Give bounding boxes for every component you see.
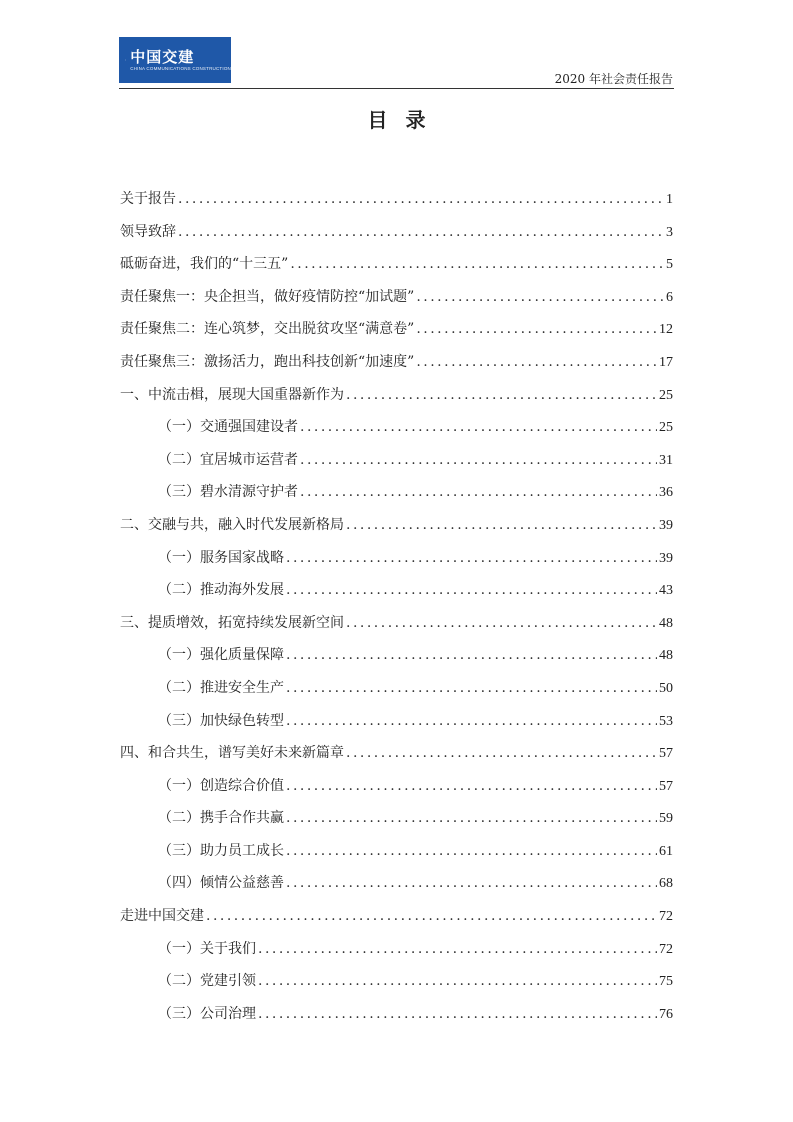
toc-entry[interactable] xyxy=(120,283,673,316)
toc-leader-dots xyxy=(300,413,657,441)
toc-entry[interactable] xyxy=(120,1000,673,1033)
toc-leader-dots xyxy=(416,315,657,343)
toc-entry-label: （一）交通强国建设者 xyxy=(158,419,298,436)
toc-entry-page: 61 xyxy=(659,843,673,859)
toc-leader-dots xyxy=(178,185,664,213)
toc-leader-dots xyxy=(346,609,657,637)
toc-entry[interactable] xyxy=(120,707,673,740)
page-title: 目录 xyxy=(367,108,444,132)
toc-leader-dots xyxy=(416,348,657,376)
toc-leader-dots xyxy=(286,674,657,702)
toc-entry-label: 领导致辞 xyxy=(120,223,176,240)
toc-leader-dots xyxy=(286,804,657,832)
toc-entry-page: 1 xyxy=(666,192,673,207)
toc-entry-page: 31 xyxy=(659,452,673,468)
toc-entry-page: 57 xyxy=(659,778,673,794)
toc-entry-page: 57 xyxy=(659,746,673,762)
report-title: 2020 年社会责任报告 xyxy=(554,72,673,86)
toc-leader-dots xyxy=(300,478,657,506)
toc-entry-label: （四）倾情公益慈善 xyxy=(158,875,284,892)
toc-entry-label: 走进中国交建 xyxy=(120,908,204,925)
toc-entry-label: （三）加快绿色转型 xyxy=(158,712,284,729)
toc-entry[interactable] xyxy=(120,218,673,251)
toc-leader-dots xyxy=(258,935,657,963)
toc-entry[interactable] xyxy=(120,315,673,348)
toc-entry-label: （三）助力员工成长 xyxy=(158,842,284,859)
toc-leader-dots xyxy=(286,869,657,897)
toc-entry-page: 39 xyxy=(659,550,673,566)
toc-entry[interactable] xyxy=(120,674,673,707)
toc-leader-dots xyxy=(286,772,657,800)
toc-entry-page: 59 xyxy=(659,811,673,827)
toc-entry-label: 关于报告 xyxy=(120,191,176,207)
toc-entry-label: （二）推动海外发展 xyxy=(158,582,284,599)
toc-leader-dots xyxy=(346,739,657,767)
toc-entry-page: 5 xyxy=(666,257,673,273)
toc-entry[interactable] xyxy=(120,185,673,218)
toc-entry-page: 17 xyxy=(659,354,673,370)
logo-emblem-icon xyxy=(125,43,126,77)
toc-leader-dots xyxy=(286,544,657,572)
toc-entry-label: 砥砺奋进，我们的“十三五” xyxy=(120,256,289,273)
toc-entry-page: 72 xyxy=(659,909,673,925)
toc-entry-page: 25 xyxy=(659,387,673,403)
toc-entry-label: 一、中流击楫，展现大国重器新作为 xyxy=(120,386,344,403)
toc-entry[interactable] xyxy=(120,935,673,968)
toc-leader-dots xyxy=(286,837,657,865)
toc-entry-page: 48 xyxy=(659,615,673,631)
toc-entry-page: 48 xyxy=(659,648,673,664)
logo-name-en: CHINA COMMUNICATIONS CONSTRUCTION xyxy=(130,65,231,71)
toc-entry-page: 76 xyxy=(659,1006,673,1022)
toc-entry-label: （二）推进安全生产 xyxy=(158,679,284,696)
header-divider xyxy=(119,88,674,89)
toc-entry[interactable] xyxy=(120,967,673,1000)
toc-entry[interactable] xyxy=(120,250,673,283)
toc-entry-label: （三）碧水清源守护者 xyxy=(158,484,298,501)
toc-entry[interactable] xyxy=(120,772,673,805)
toc-entry-label: 四、和合共生，谱写美好未来新篇章 xyxy=(120,745,344,762)
toc-entry-label: （二）携手合作共赢 xyxy=(158,810,284,827)
toc-entry-label: 三、提质增效，拓宽持续发展新空间 xyxy=(120,614,344,631)
toc-entry-label: （二）党建引领 xyxy=(158,973,256,990)
toc-entry-label: （一）创造综合价值 xyxy=(158,777,284,794)
toc-entry-page: 72 xyxy=(659,941,673,957)
table-of-contents xyxy=(120,185,673,1032)
company-logo xyxy=(119,37,231,83)
toc-entry-label: （一）关于我们 xyxy=(158,940,256,957)
toc-entry-label: 责任聚焦三：激扬活力，跑出科技创新“加速度” xyxy=(120,353,415,370)
toc-entry[interactable] xyxy=(120,837,673,870)
toc-entry[interactable] xyxy=(120,739,673,772)
toc-entry-page: 6 xyxy=(666,289,673,305)
toc-entry-label: （一）服务国家战略 xyxy=(158,549,284,566)
toc-leader-dots xyxy=(258,967,657,995)
toc-leader-dots xyxy=(286,576,657,604)
toc-entry[interactable] xyxy=(120,511,673,544)
toc-leader-dots xyxy=(300,446,657,474)
toc-entry[interactable] xyxy=(120,609,673,642)
toc-leader-dots xyxy=(290,250,664,278)
toc-entry[interactable] xyxy=(120,902,673,935)
toc-entry-page: 53 xyxy=(659,713,673,729)
toc-entry-page: 75 xyxy=(659,974,673,990)
toc-entry-label: （二）宜居城市运营者 xyxy=(158,451,298,468)
toc-entry-page: 50 xyxy=(659,680,673,696)
toc-entry[interactable] xyxy=(120,478,673,511)
toc-entry[interactable] xyxy=(120,348,673,381)
toc-leader-dots xyxy=(286,707,657,735)
toc-entry-label: 责任聚焦二：连心筑梦，交出脱贫攻坚“满意卷” xyxy=(120,321,415,338)
toc-entry[interactable] xyxy=(120,544,673,577)
toc-entry[interactable] xyxy=(120,446,673,479)
logo-name-cn: 中国交建 xyxy=(130,47,195,66)
toc-leader-dots xyxy=(346,511,657,539)
toc-leader-dots xyxy=(346,381,657,409)
toc-entry-page: 12 xyxy=(659,322,673,338)
toc-entry[interactable] xyxy=(120,804,673,837)
toc-leader-dots xyxy=(258,1000,657,1028)
toc-leader-dots xyxy=(416,283,664,311)
toc-entry[interactable] xyxy=(120,641,673,674)
toc-leader-dots xyxy=(178,218,664,246)
toc-entry[interactable] xyxy=(120,381,673,414)
toc-leader-dots xyxy=(286,641,657,669)
toc-entry-page: 68 xyxy=(659,876,673,892)
toc-entry[interactable] xyxy=(120,869,673,902)
toc-entry[interactable] xyxy=(120,413,673,446)
toc-entry-label: 责任聚焦一：央企担当，做好疫情防控“加试题” xyxy=(120,288,415,305)
toc-entry-page: 43 xyxy=(659,583,673,599)
toc-entry-page: 25 xyxy=(659,420,673,436)
toc-entry-page: 39 xyxy=(659,517,673,533)
toc-entry-label: （一）强化质量保障 xyxy=(158,647,284,664)
toc-entry-label: （三）公司治理 xyxy=(158,1005,256,1022)
toc-entry-label: 二、交融与共，融入时代发展新格局 xyxy=(120,516,344,533)
toc-entry[interactable] xyxy=(120,576,673,609)
toc-entry-page: 3 xyxy=(666,224,673,240)
toc-leader-dots xyxy=(206,902,657,930)
toc-entry-page: 36 xyxy=(659,485,673,501)
